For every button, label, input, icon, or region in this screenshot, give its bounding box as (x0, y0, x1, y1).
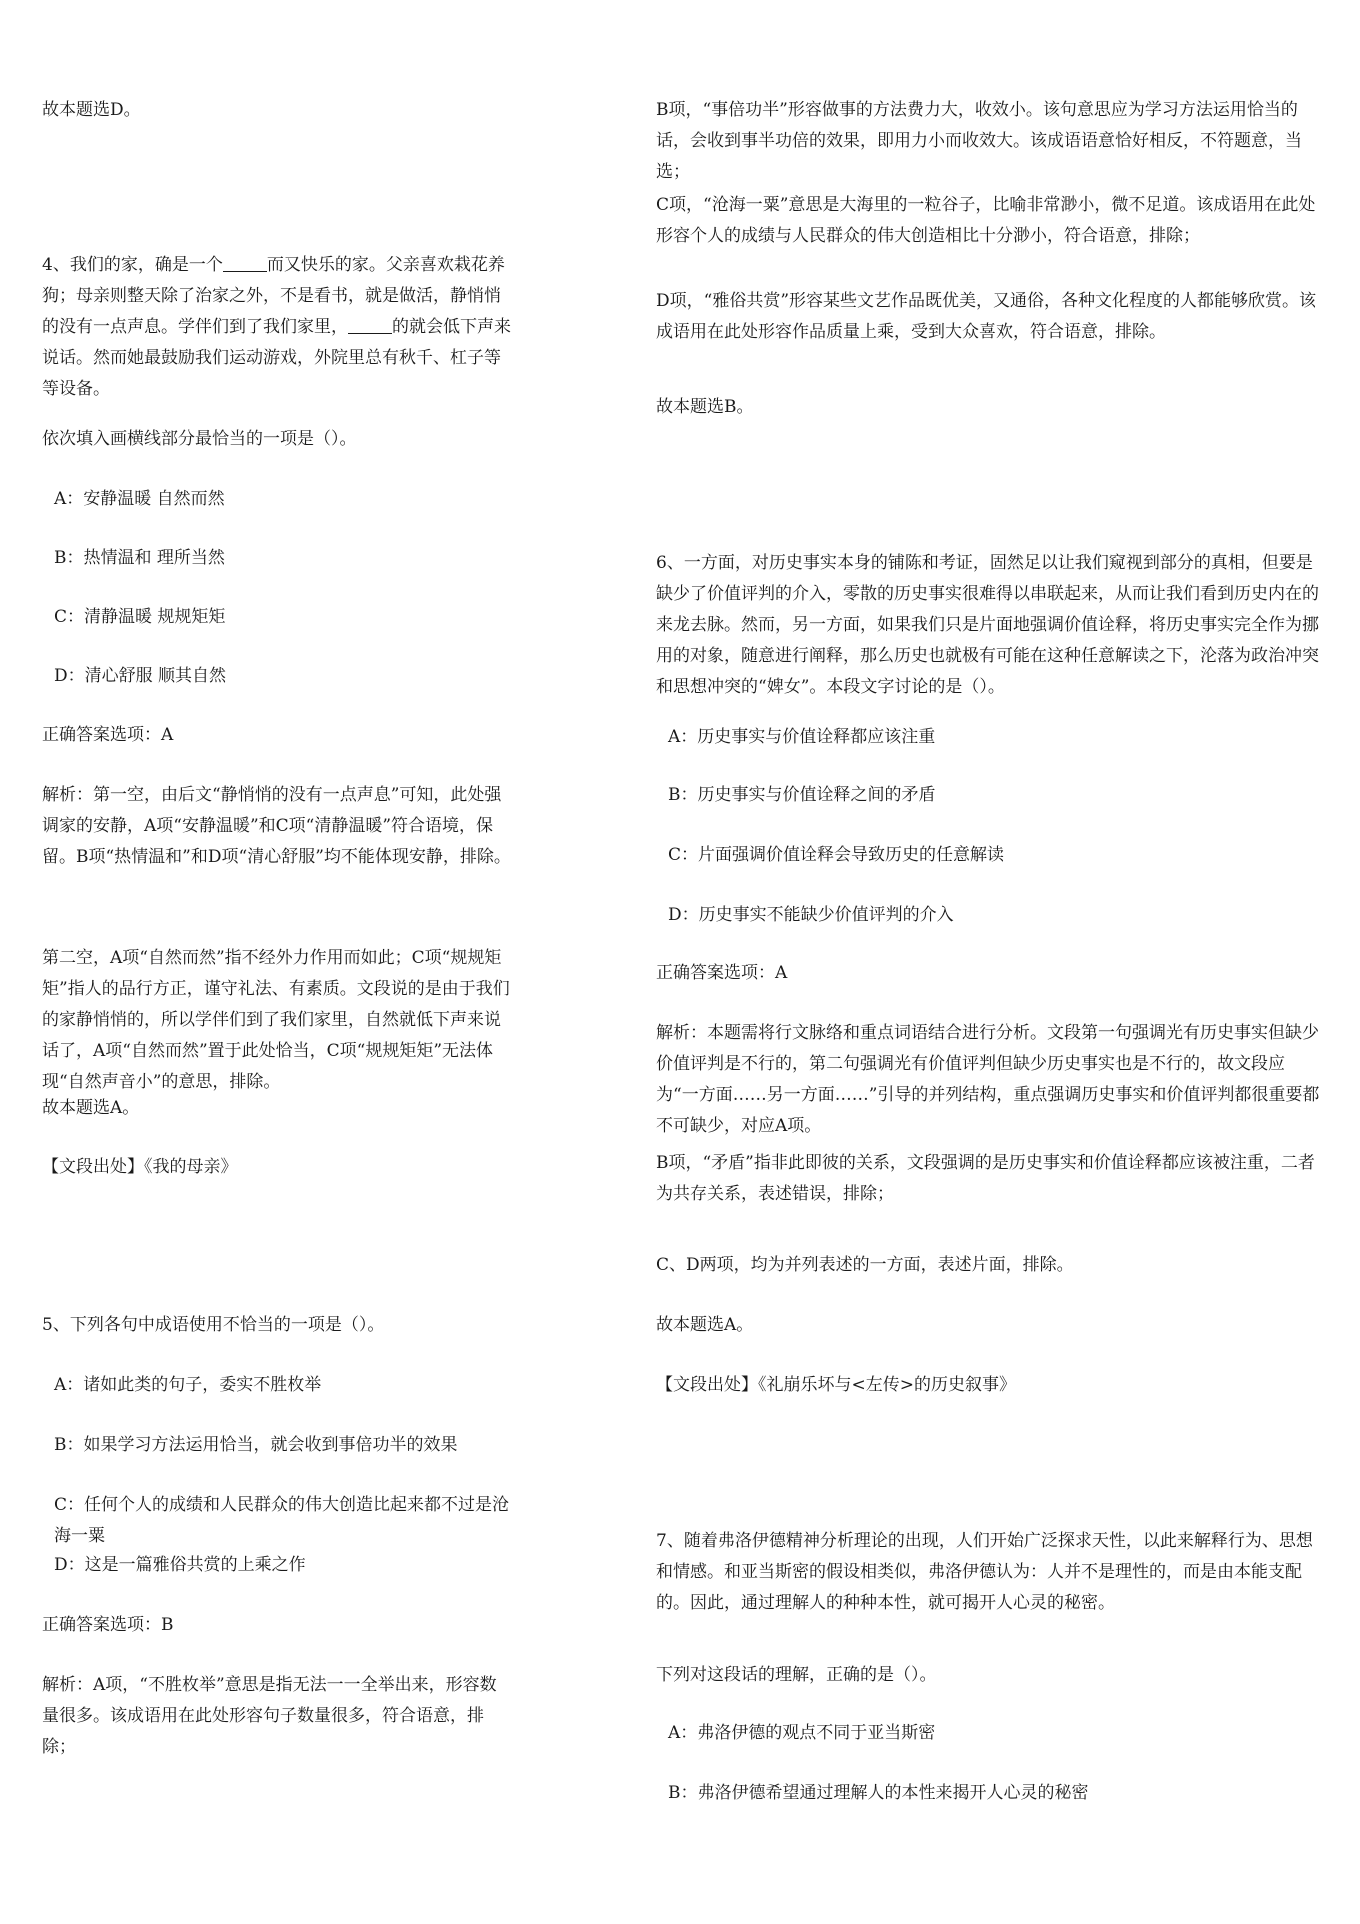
q5-analysis-d: D项，“雅俗共赏”形容某些文艺作品既优美，又通俗，各种文化程度的人都能够欣赏。该成语用在此处形容作品质量上乘，受到大众喜欢，符合语意，排除。 (656, 291, 1317, 342)
q6-analysis-3: C、D两项，均为并列表述的一方面，表述片面，排除。 (656, 1255, 1074, 1275)
q7-question: 下列对这段话的理解，正确的是（）。 (656, 1665, 937, 1685)
q6-option-a: A：历史事实与价值诠释都应该注重 (668, 727, 936, 747)
q5-analysis-a: 解析：A项，“不胜枚举”意思是指无法一一全举出来，形容数量很多。该成语用在此处形容句子数量很多，符合语意，排除； (42, 1675, 497, 1757)
q5-answer: 正确答案选项：B (42, 1615, 174, 1635)
q6-source: 【文段出处】《礼崩乐坏与<左传>的历史叙事》 (656, 1375, 1016, 1395)
q7-option-b: B：弗洛伊德希望通过理解人的本性来揭开人心灵的秘密 (668, 1783, 1089, 1803)
q5-option-d: D：这是一篇雅俗共赏的上乘之作 (54, 1555, 306, 1575)
q5-option-c: C：任何个人的成绩和人民群众的伟大创造比起来都不过是沧海一粟 (54, 1495, 510, 1546)
q4-stem-part-1: 4、我们的家，确是一个 (42, 255, 223, 275)
q4-conclusion: 故本题选A。 (42, 1098, 140, 1118)
q4-source: 【文段出处】《我的母亲》 (42, 1157, 238, 1177)
q3-conclusion: 故本题选D。 (42, 100, 141, 120)
q6-stem: 6、一方面，对历史事实本身的铺陈和考证，固然足以让我们窥视到部分的真相，但要是缺少了价值评判的介入，零散的历史事实很难得以串联起来，从而让我们看到历史内在的来龙去脉。然而，另一方面，如果我们只是片面地强调价值诠释，将历史事实完全作为挪用的对象，随意进行阐释，那么历史也就极有可能在这种任意解读之下，沦落为政治冲突和思想冲突的“婢女”。本段文字讨论的是（）。 (656, 553, 1319, 697)
q6-option-b: B：历史事实与价值诠释之间的矛盾 (668, 785, 936, 805)
q4-analysis-1: 解析：第一空，由后文“静悄悄的没有一点声息”可知，此处强调家的安静，A项“安静温暖”和C项“清静温暖”符合语境，保留。B项“热情温和”和D项“清心舒服”均不能体现安静，排除。 (42, 785, 511, 867)
q7-stem: 7、随着弗洛伊德精神分析理论的出现，人们开始广泛探求天性，以此来解释行为、思想和情感。和亚当斯密的假设相类似，弗洛伊德认为：人并不是理性的，而是由本能支配的。因此，通过理解人的种种本性，就可揭开人心灵的秘密。 (656, 1531, 1313, 1613)
q6-option-d: D：历史事实不能缺少价值评判的介入 (668, 905, 954, 925)
q6-conclusion: 故本题选A。 (656, 1315, 754, 1335)
q5-analysis-b: B项，“事倍功半”形容做事的方法费力大，收效小。该句意思应为学习方法运用恰当的话，会收到事半功倍的效果，即用力小而收效大。该成语语意恰好相反，不符题意，当选； (656, 100, 1302, 182)
q4-option-a: A：安静温暖 自然而然 (54, 489, 225, 509)
q4-question: 依次填入画横线部分最恰当的一项是（）。 (42, 429, 357, 449)
q5-option-b: B：如果学习方法运用恰当，就会收到事倍功半的效果 (54, 1435, 458, 1455)
q6-answer: 正确答案选项：A (656, 963, 788, 983)
q6-analysis-2: B项，“矛盾”指非此即彼的关系，文段强调的是历史事实和价值诠释都应该被注重，二者为共存关系，表述错误，排除； (656, 1153, 1315, 1204)
q4-option-c: C：清静温暖 规规矩矩 (54, 607, 226, 627)
q5-stem: 5、下列各句中成语使用不恰当的一项是（）。 (42, 1315, 385, 1335)
q5-option-a: A：诸如此类的句子，委实不胜枚举 (54, 1375, 322, 1395)
q4-stem-part-2: 而又快乐的家。父亲喜欢栽花养狗；母亲则整天除了治家之外，不是看书，就是做活，静悄悄的没有一点声息。学伴们到了我们家里， (42, 255, 505, 337)
q4-stem (42, 250, 512, 405)
q4-option-b: B：热情温和 理所当然 (54, 548, 225, 568)
q4-stem-part-3: 的就会低下声来说话。然而她最鼓励我们运动游戏，外院里总有秋千、杠子等等设备。 (42, 317, 511, 399)
answer-blank (348, 317, 392, 334)
q5-analysis-c: C项，“沧海一粟”意思是大海里的一粒谷子，比喻非常渺小，微不足道。该成语用在此处形容个人的成绩与人民群众的伟大创造相比十分渺小，符合语意，排除； (656, 195, 1316, 246)
q5-conclusion: 故本题选B。 (656, 397, 754, 417)
q7-option-a: A：弗洛伊德的观点不同于亚当斯密 (668, 1723, 936, 1743)
q4-analysis-2: 第二空，A项“自然而然”指不经外力作用而如此；C项“规规矩矩”指人的品行方正，谨守礼法、有素质。文段说的是由于我们的家静悄悄的，所以学伴们到了我们家里，自然就低下声来说话了，A项“自然而然”置于此处恰当，C项“规规矩矩”无法体现“自然声音小”的意思，排除。 (42, 948, 510, 1092)
q6-analysis-1: 解析：本题需将行文脉络和重点词语结合进行分析。文段第一句强调光有历史事实但缺少价值评判是不行的，第二句强调光有价值评判但缺少历史事实也是不行的，故文段应为“一方面……另一方面……”引导的并列结构，重点强调历史事实和价值评判都很重要都不可缺少，对应A项。 (656, 1023, 1320, 1136)
q6-option-c: C：片面强调价值诠释会导致历史的任意解读 (668, 845, 1005, 865)
q4-option-d: D：清心舒服 顺其自然 (54, 666, 227, 686)
answer-blank (223, 255, 267, 272)
q4-answer: 正确答案选项：A (42, 725, 174, 745)
